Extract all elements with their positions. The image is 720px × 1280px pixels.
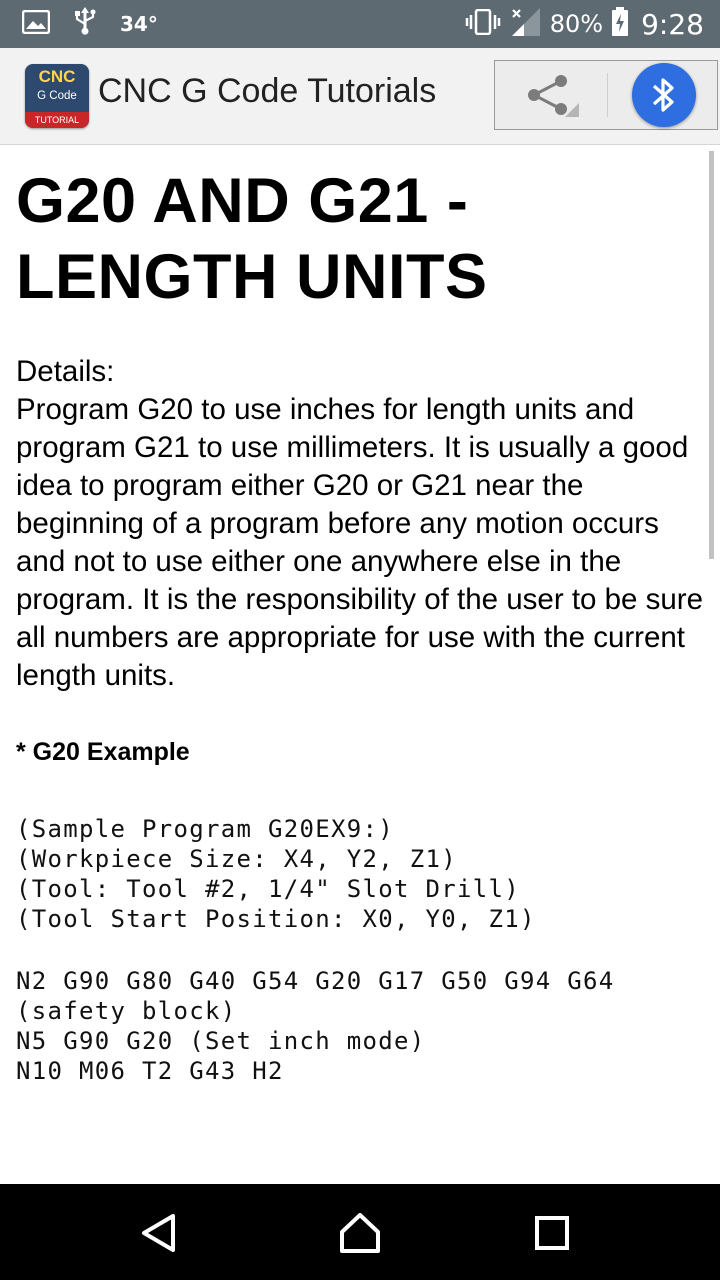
page-title: G20 AND G21 - LENGTH UNITS bbox=[16, 166, 488, 312]
navigation-bar bbox=[0, 1184, 720, 1280]
code-sample bbox=[16, 814, 706, 1086]
code-line: N2 G90 G80 G40 G54 G20 G17 G50 G94 G64 bbox=[16, 967, 615, 995]
code-line: (Sample Program G20EX9:) bbox=[16, 815, 394, 843]
recents-icon bbox=[525, 1206, 579, 1260]
vibrate-icon bbox=[464, 9, 502, 40]
logo-line2: G Code bbox=[37, 90, 77, 102]
back-button[interactable] bbox=[132, 1206, 186, 1260]
details-label: Details: bbox=[16, 355, 115, 388]
image-icon bbox=[22, 10, 50, 39]
recents-button[interactable] bbox=[525, 1206, 579, 1260]
home-icon bbox=[333, 1206, 387, 1260]
share-icon bbox=[525, 73, 581, 119]
code-line: N10 M06 T2 G43 H2 bbox=[16, 1057, 284, 1085]
back-icon bbox=[132, 1206, 186, 1260]
code-line: (Tool: Tool #2, 1/4" Slot Drill) bbox=[16, 875, 520, 903]
scrollbar[interactable] bbox=[709, 151, 714, 559]
battery-icon bbox=[611, 7, 629, 42]
tutorial-content[interactable] bbox=[0, 145, 720, 1184]
action-divider bbox=[607, 73, 608, 117]
example-title: * G20 Example bbox=[16, 738, 190, 766]
signal-icon bbox=[510, 7, 542, 42]
action-buttons bbox=[494, 60, 718, 130]
logo-line1: CNC bbox=[38, 67, 76, 86]
status-bar bbox=[0, 0, 720, 48]
bluetooth-button[interactable] bbox=[632, 63, 696, 127]
details-text: Program G20 to use inches for length units and program G21 to use millimeters. It is usually a good idea to program either G20 or G21 near the beginning of a program before any motion occurs and not to use either one anywhere else in the program. It is the responsibility of the user to be sure all numbers are appropriate for use with the current length units. bbox=[16, 393, 704, 692]
share-button[interactable] bbox=[495, 61, 605, 129]
app-logo bbox=[25, 64, 89, 128]
code-line: (Tool Start Position: X0, Y0, Z1) bbox=[16, 905, 536, 933]
bluetooth-icon bbox=[649, 75, 679, 115]
battery-percent: 80% bbox=[549, 10, 604, 38]
home-button[interactable] bbox=[333, 1206, 387, 1260]
code-line: (Workpiece Size: X4, Y2, Z1) bbox=[16, 845, 457, 873]
clock: 9:28 bbox=[641, 7, 704, 41]
logo-band: TUTORIAL bbox=[25, 112, 89, 128]
code-line: N5 G90 G20 (Set inch mode) bbox=[16, 1027, 426, 1055]
app-title: CNC G Code Tutorials bbox=[98, 72, 437, 110]
code-line: (safety block) bbox=[16, 997, 237, 1025]
temperature-text: 34° bbox=[120, 12, 158, 36]
usb-icon bbox=[72, 6, 98, 43]
app-bar bbox=[0, 48, 720, 145]
code-gap bbox=[16, 934, 706, 966]
